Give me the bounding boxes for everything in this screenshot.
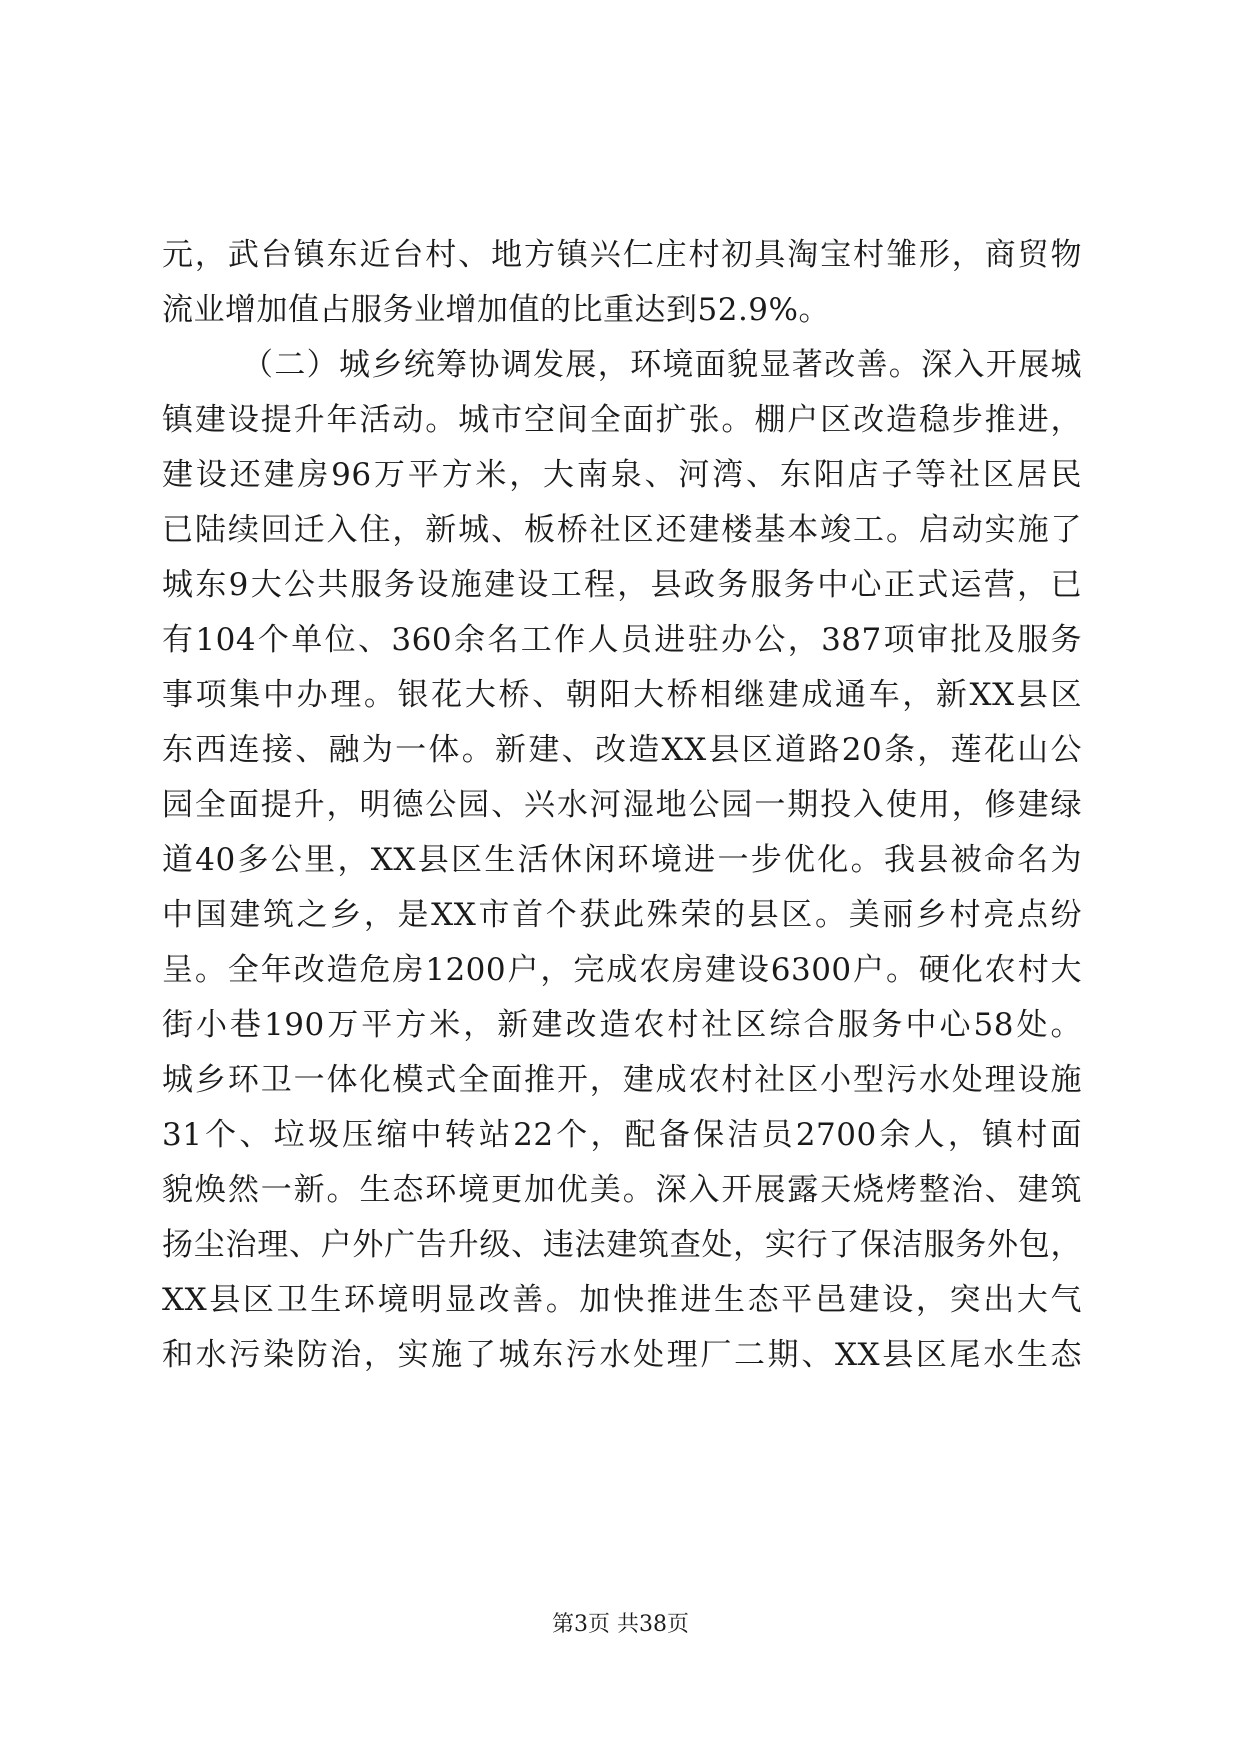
paragraph-line: 道40多公里，XX县区生活休闲环境进一步优化。我县被命名为 bbox=[162, 842, 1082, 878]
paragraph-line: 扬尘治理、户外广告升级、违法建筑查处，实行了保洁服务外包， bbox=[162, 1227, 1082, 1263]
paragraph-line: 已陆续回迁入住，新城、板桥社区还建楼基本竣工。启动实施了 bbox=[162, 512, 1082, 548]
paragraph-line: 园全面提升，明德公园、兴水河湿地公园一期投入使用，修建绿 bbox=[162, 787, 1082, 823]
paragraph-line: 城乡环卫一体化模式全面推开，建成农村社区小型污水处理设施 bbox=[162, 1062, 1082, 1098]
paragraph-line: XX县区卫生环境明显改善。加快推进生态平邑建设，突出大气 bbox=[162, 1282, 1082, 1318]
paragraph-line: 东西连接、融为一体。新建、改造XX县区道路20条，莲花山公 bbox=[162, 732, 1082, 768]
paragraph-line: 元，武台镇东近台村、地方镇兴仁庄村初具淘宝村雏形，商贸物 bbox=[162, 237, 1082, 273]
paragraph-line: 有104个单位、360余名工作人员进驻办公，387项审批及服务 bbox=[162, 622, 1082, 658]
paragraph-line: 街小巷190万平方米，新建改造农村社区综合服务中心58处。 bbox=[162, 1007, 1082, 1043]
paragraph-line: 事项集中办理。银花大桥、朝阳大桥相继建成通车，新XX县区 bbox=[162, 677, 1082, 713]
page-number-footer: 第3页 共38页 bbox=[552, 1612, 689, 1637]
paragraph-line: 流业增加值占服务业增加值的比重达到52.9%。 bbox=[162, 292, 830, 328]
paragraph-line: 31个、垃圾压缩中转站22个，配备保洁员2700余人，镇村面 bbox=[162, 1117, 1082, 1153]
paragraph-line: 建设还建房96万平方米，大南泉、河湾、东阳店子等社区居民 bbox=[162, 457, 1082, 493]
paragraph-line: （二）城乡统筹协调发展，环境面貌显著改善。深入开展城 bbox=[242, 347, 1082, 383]
paragraph-line: 城东9大公共服务设施建设工程，县政务服务中心正式运营，已 bbox=[162, 567, 1082, 603]
paragraph-line: 和水污染防治，实施了城东污水处理厂二期、XX县区尾水生态 bbox=[162, 1337, 1082, 1373]
paragraph-line: 貌焕然一新。生态环境更加优美。深入开展露天烧烤整治、建筑 bbox=[162, 1172, 1082, 1208]
paragraph-line: 呈。全年改造危房1200户，完成农房建设6300户。硬化农村大 bbox=[162, 952, 1082, 988]
paragraph-line: 中国建筑之乡，是XX市首个获此殊荣的县区。美丽乡村亮点纷 bbox=[162, 897, 1082, 933]
paragraph-line: 镇建设提升年活动。城市空间全面扩张。棚户区改造稳步推进， bbox=[162, 402, 1082, 438]
